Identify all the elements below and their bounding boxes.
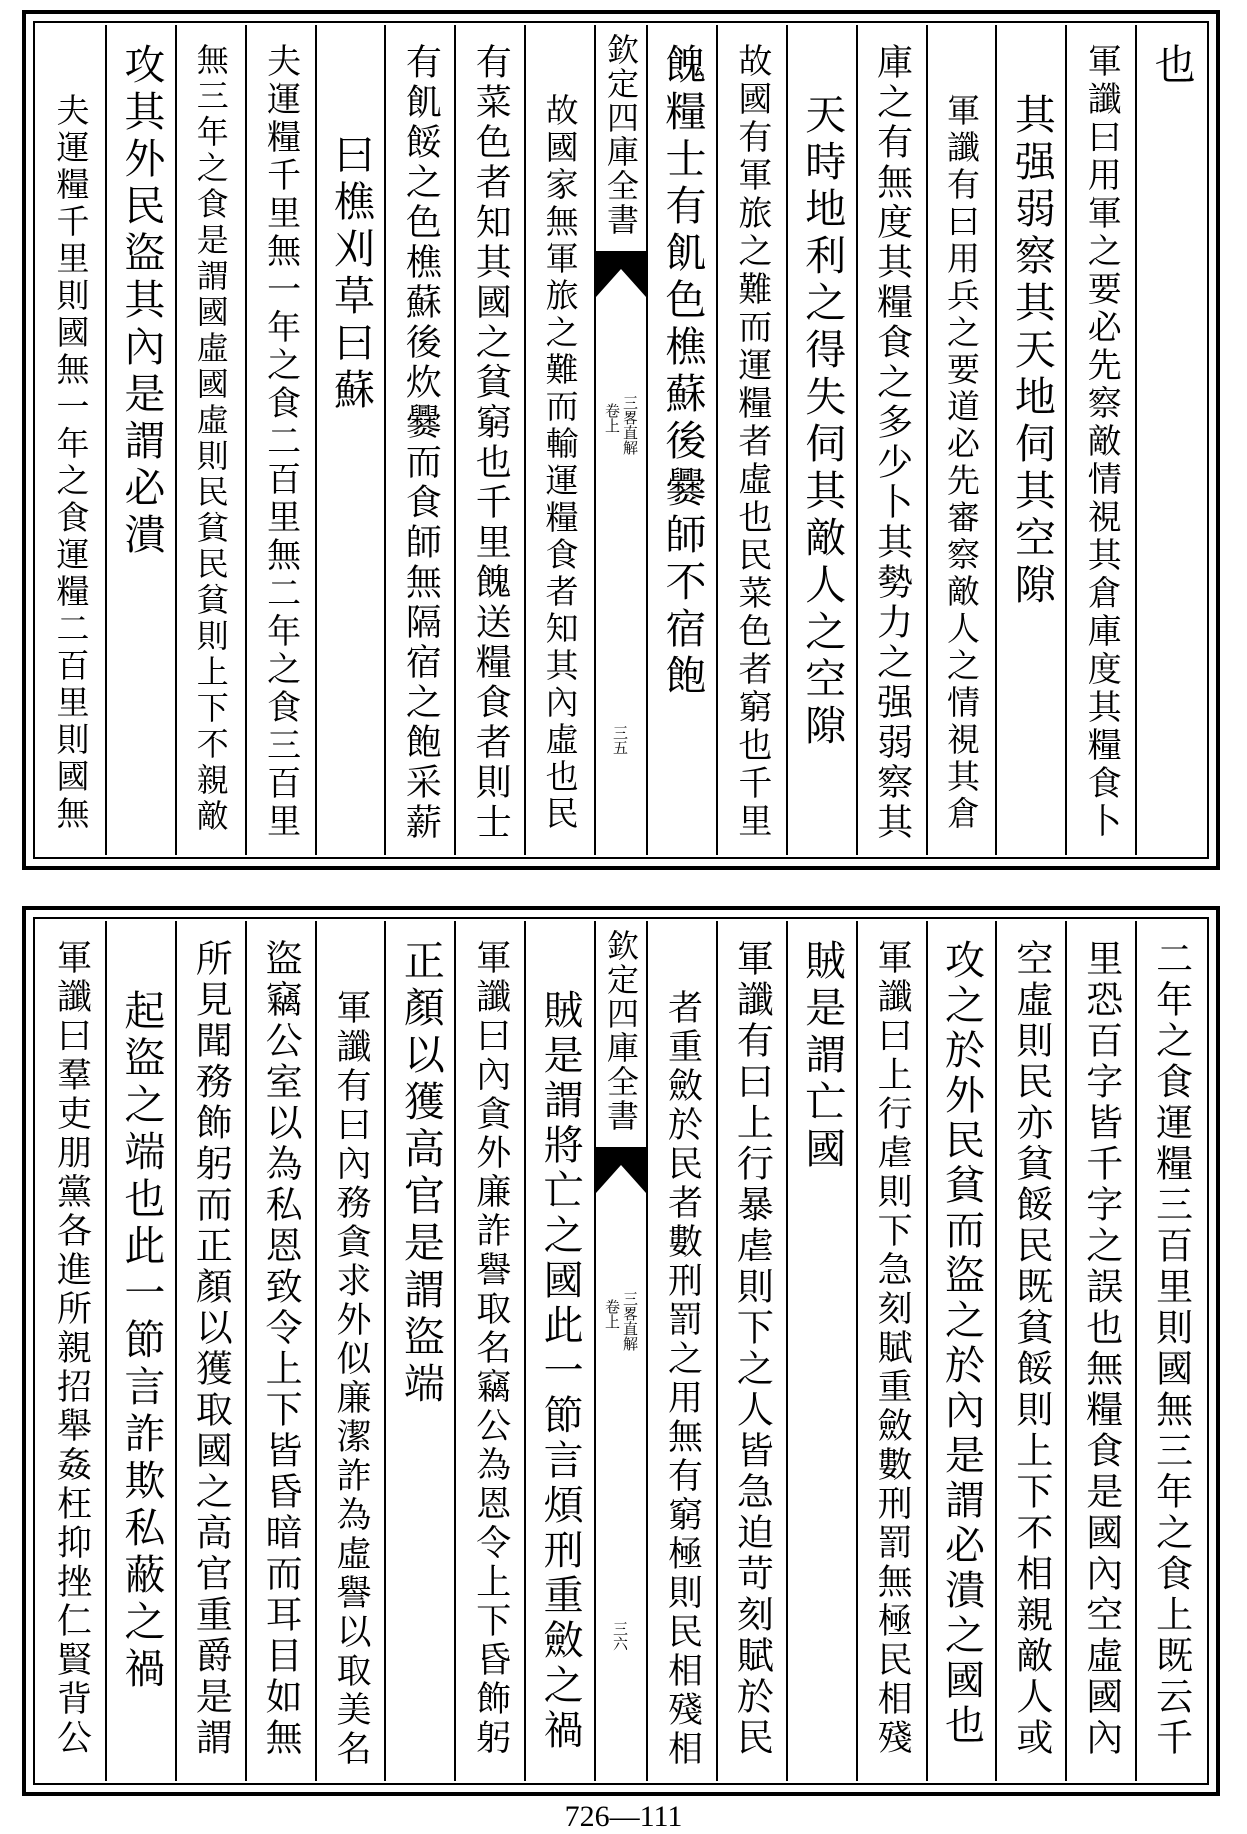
text-column	[454, 921, 524, 1781]
spine-book-title: 三畧直解	[621, 1291, 639, 1351]
text-column	[786, 25, 856, 855]
spine-volume: 卷上	[603, 1299, 621, 1329]
column-text: 故國有軍旅之難而運糧者虛也民菜色者窮也千里	[731, 43, 772, 841]
column-text: 者重斂於民者數刑罰之用無有窮極則民相殘相	[662, 989, 703, 1769]
column-text: 其强弱察其天地伺其空隙	[1007, 93, 1056, 610]
text-column	[786, 921, 856, 1781]
column-text: 也	[1147, 43, 1196, 90]
text-column	[384, 25, 454, 855]
text-column	[245, 25, 315, 855]
column-text: 軍讖有曰用兵之要道必先審察敵人之情視其倉	[941, 93, 981, 833]
text-column	[175, 921, 245, 1781]
text-column	[315, 921, 385, 1781]
text-column	[995, 921, 1065, 1781]
column-text: 攻之於外民貧而盜之於內是謂必潰之國也	[938, 939, 985, 1749]
text-column	[926, 921, 996, 1781]
column-text: 軍讖有曰內務貪求外似廉潔詐為虛譽以取美名	[330, 989, 371, 1769]
spine-title: 欽定四庫全書	[602, 33, 640, 237]
spine-volume: 卷上	[603, 403, 621, 433]
center-spine	[594, 25, 646, 855]
text-column	[926, 25, 996, 855]
column-text: 餽糧士有飢色樵蘇後爨師不宿飽	[658, 43, 707, 701]
column-text: 賊是謂亡國	[798, 939, 847, 1174]
text-column	[524, 25, 594, 855]
text-column	[646, 25, 716, 855]
text-column	[1065, 921, 1135, 1781]
spine-page-number: 三五	[611, 725, 629, 755]
text-column	[716, 921, 786, 1781]
text-column	[995, 25, 1065, 855]
column-text: 有飢餒之色樵蘇後炊爨而食師無隔宿之飽采薪	[400, 43, 442, 843]
footer-page-code: 726—111	[564, 1800, 683, 1833]
spine-page-number: 三六	[611, 1621, 629, 1651]
column-text: 賊是謂將亡之國此一節言煩刑重斂之禍	[537, 989, 584, 1754]
top-page	[22, 10, 1220, 870]
text-column	[105, 25, 175, 855]
column-text: 二年之食運糧三百里則國無三年之食上既云千	[1149, 939, 1193, 1759]
text-column	[1065, 25, 1135, 855]
text-column	[454, 25, 524, 855]
bottom-page-columns	[37, 921, 1205, 1781]
column-text: 正顏以獲高官是謂盜端	[396, 939, 445, 1409]
text-column	[245, 921, 315, 1781]
column-text: 空虛則民亦貧餒民既貧餒則上下不相親敵人或	[1009, 939, 1053, 1759]
column-text: 起盜之端也此一節言詐欺私蔽之禍	[117, 989, 166, 1694]
column-text: 軍讖曰上行虐則下急刻賦重斂數刑罰無極民相殘	[872, 939, 913, 1758]
column-text: 夫運糧千里則國無一年之食運糧二百里則國無	[51, 93, 91, 833]
text-column	[646, 921, 716, 1781]
text-column	[856, 921, 926, 1781]
text-column	[716, 25, 786, 855]
text-column	[1135, 25, 1205, 855]
text-column	[37, 25, 105, 855]
spine-title: 欽定四庫全書	[602, 929, 640, 1133]
text-column	[384, 921, 454, 1781]
text-column	[315, 25, 385, 855]
center-spine	[594, 921, 646, 1781]
text-column	[1135, 921, 1205, 1781]
column-text: 里恐百字皆千字之誤也無糧食是國內空虛國內	[1079, 939, 1123, 1759]
bottom-page	[22, 906, 1220, 1796]
column-text: 盜竊公室以為私恩致令上下皆昏暗而耳目如無	[259, 939, 303, 1759]
column-text: 曰樵刈草曰蘇	[326, 133, 375, 415]
column-text: 天時地利之得失伺其敵人之空隙	[798, 93, 847, 751]
text-column	[37, 921, 105, 1781]
column-text: 軍讖曰內貪外廉詐譽取名竊公為恩令上下昏飾躬	[470, 939, 511, 1758]
fishtail-mark	[596, 1147, 646, 1193]
text-column	[105, 921, 175, 1781]
column-text: 庫之有無度其糧食之多少卜其勢力之强弱察其	[871, 43, 913, 843]
column-text: 軍讖曰羣吏朋黨各進所親招舉姦枉抑挫仁賢背公	[51, 939, 92, 1758]
fishtail-mark	[596, 251, 646, 297]
column-text: 無三年之食是謂國虛國虛則民貧民貧則上下不親敵	[191, 43, 230, 835]
text-column	[856, 25, 926, 855]
column-text: 有菜色者知其國之貧窮也千里餽送糧食者則士	[470, 43, 512, 843]
column-text: 所見聞務飾躬而正顏以獲取國之高官重爵是謂	[189, 939, 233, 1759]
column-text: 故國家無軍旅之難而輸運糧食者知其內虛也民	[540, 93, 580, 833]
spine-book-title: 三畧直解	[621, 395, 639, 455]
top-page-columns	[37, 25, 1205, 855]
text-column	[175, 25, 245, 855]
column-text: 軍讖曰用軍之要必先察敵情視其倉庫度其糧食卜	[1081, 43, 1122, 841]
column-text: 軍讖有曰上行暴虐則下之人皆急迫苛刻賦於民	[730, 939, 774, 1759]
text-column	[524, 921, 594, 1781]
column-text: 攻其外民盜其內是謂必潰	[117, 43, 166, 560]
column-text: 夫運糧千里無一年之食二百里無二年之食三百里	[260, 43, 301, 841]
